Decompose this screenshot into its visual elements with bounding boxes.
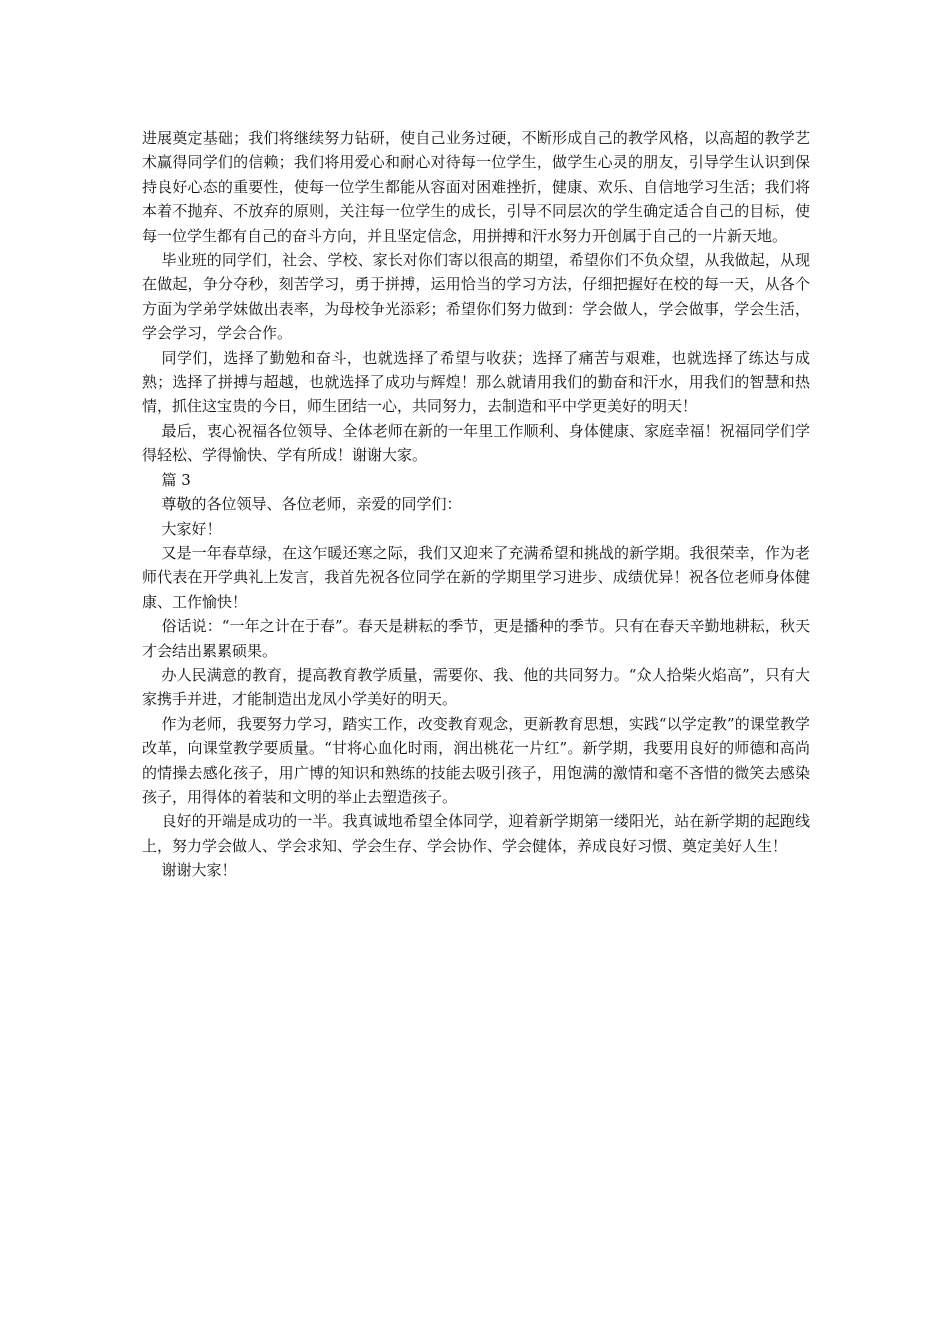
- greeting: 大家好！: [161, 519, 222, 538]
- paragraph-11: 作为老师，我要努力学习，踏实工作，改变教育观念，更新教育思想，实践“以学定教”的课堂教学改革，向课堂教学要质量。“甘将心血化时雨，润出桃花一片红”。新学期，我要用良好的师德和高尚的情操去感化孩子，用广博的知识和熟练的技能去吸引孩子，用饱满的激情和毫不吝惜的微笑去感染孩子，用得体的着装和文明的举止去塑造孩子。: [142, 714, 810, 806]
- paragraph-1: 进展奠定基础；我们将继续努力钻研，使自己业务过硬，不断形成自己的教学风格，以高超的教学艺术赢得同学们的信赖；我们将用爱心和耐心对待每一位学生，做学生心灵的朋友，引导学生认识到保持良好心态的重要性，使每一位学生都能从容面对困难挫折，健康、欢乐、自信地学习生活；我们将本着不抛弃、不放弃的原则，关注每一位学生的成长，引导不同层次的学生确定适合自己的目标，使每一位学生都有自己的奋斗方向，并且坚定信念，用拼搏和汗水努力开创属于自己的一片新天地。: [142, 129, 810, 245]
- section-heading: 篇 3: [161, 470, 191, 489]
- paragraph-9: 俗话说：“一年之计在于春”。春天是耕耘的季节，更是播种的季节。只有在春天辛勤地耕耘，秋天才会结出累累硕果。: [142, 617, 810, 660]
- paragraph-2: 毕业班的同学们，社会、学校、家长对你们寄以很高的期望，希望你们不负众望，从我做起，从现在做起，争分夺秒，刻苦学习，勇于拼搏，运用恰当的学习方法，仔细把握好在校的每一天，从各个方面为学弟学妹做出表率，为母校争光添彩；希望你们努力做到：学会做人，学会做事，学会生活，学会学习，学会合作。: [142, 251, 810, 343]
- salutation: 尊敬的各位领导、各位老师，亲爱的同学们：: [161, 495, 462, 514]
- paragraph-12: 良好的开端是成功的一半。我真诚地希望全体同学，迎着新学期第一缕阳光，站在新学期的起跑线上，努力学会做人、学会求知、学会生存、学会协作、学会健体，养成良好习惯、奠定美好人生！: [142, 812, 810, 855]
- closing: 谢谢大家！: [161, 861, 237, 880]
- paragraph-3: 同学们，选择了勤勉和奋斗，也就选择了希望与收获；选择了痛苦与艰难，也就选择了练达与成熟；选择了拼搏与超越，也就选择了成功与辉煌！那么就请用我们的勤奋和汗水，用我们的智慧和热情，抓住这宝贵的今日，师生团结一心，共同努力，去制造和平中学更美好的明天！: [142, 348, 810, 416]
- paragraph-10: 办人民满意的教育，提高教育教学质量，需要你、我、他的共同努力。“众人拾柴火焰高”，只有大家携手并进，才能制造出龙凤小学美好的明天。: [142, 665, 810, 709]
- document-body: [142, 126, 810, 883]
- paragraph-8: 又是一年春草绿，在这乍暖还寒之际，我们又迎来了充满希望和挑战的新学期。我很荣幸，作为老师代表在开学典礼上发言，我首先祝各位同学在新的学期里学习进步、成绩优异！祝各位老师身体健康、工作愉快！: [142, 543, 810, 611]
- paragraph-4: 最后，衷心祝福各位领导、全体老师在新的一年里工作顺利、身体健康、家庭幸福！祝福同学们学得轻松、学得愉快、学有所成！谢谢大家。: [142, 421, 810, 465]
